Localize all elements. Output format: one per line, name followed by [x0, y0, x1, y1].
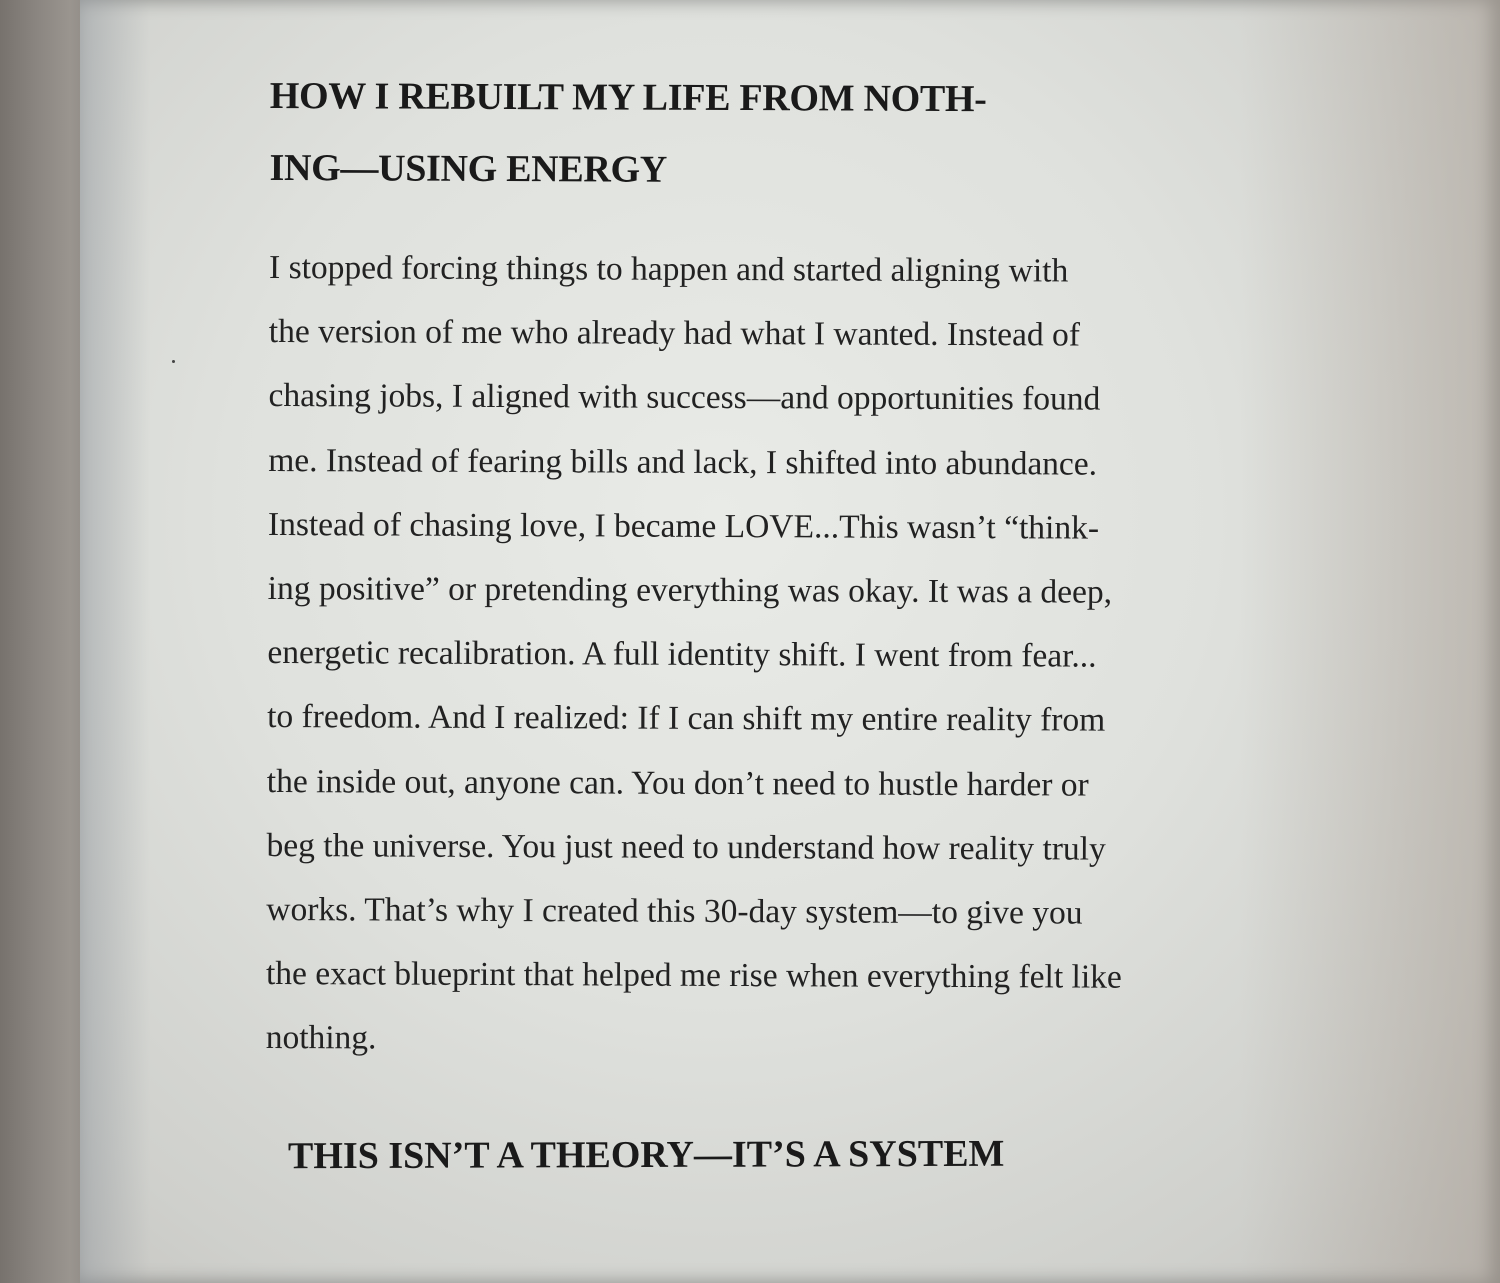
paragraph-line: works. That’s why I created this 30-day system—to give you — [266, 891, 1083, 932]
paragraph-line: the exact blueprint that helped me rise when everything felt like — [265, 955, 1122, 996]
page-text-block — [266, 60, 1230, 1075]
paragraph-line: me. Instead of fearing bills and lack, I shifted into abundance. — [268, 441, 1098, 483]
page-gutter-shadow — [80, 0, 150, 1283]
section-heading-line: HOW I REBUILT MY LIFE FROM NOTH- — [269, 74, 987, 121]
paragraph-line: to freedom. And I realized: If I can shift my entire reality from — [267, 698, 1106, 740]
section-heading — [269, 60, 1230, 208]
paper-speck — [172, 360, 175, 363]
paragraph-line: ing positive” or pretending everything was okay. It was a deep, — [267, 570, 1113, 611]
paragraph-line: energetic recalibration. A full identity shift. I went from fear... — [267, 634, 1097, 675]
paragraph-line: chasing jobs, I aligned with success—and opportunities found — [268, 377, 1101, 419]
paragraph-line: the version of me who already had what I wanted. Instead of — [268, 313, 1081, 354]
paragraph-line: Instead of chasing love, I became LOVE...This wasn’t “think- — [267, 505, 1100, 547]
page-edge-shadow — [1240, 0, 1500, 1283]
paragraph-line: the inside out, anyone can. You don’t need to hustle harder or — [266, 762, 1089, 804]
paragraph-line: nothing. — [265, 1019, 377, 1057]
paragraph-line: I stopped forcing things to happen and started aligning with — [269, 248, 1069, 290]
next-section-heading: THIS ISN’T A THEORY—IT’S A SYSTEM — [287, 1132, 1005, 1178]
body-paragraph — [266, 236, 1230, 1075]
paragraph-line: beg the universe. You just need to understand how reality truly — [266, 826, 1106, 868]
section-heading-line: ING—USING ENERGY — [269, 146, 668, 191]
